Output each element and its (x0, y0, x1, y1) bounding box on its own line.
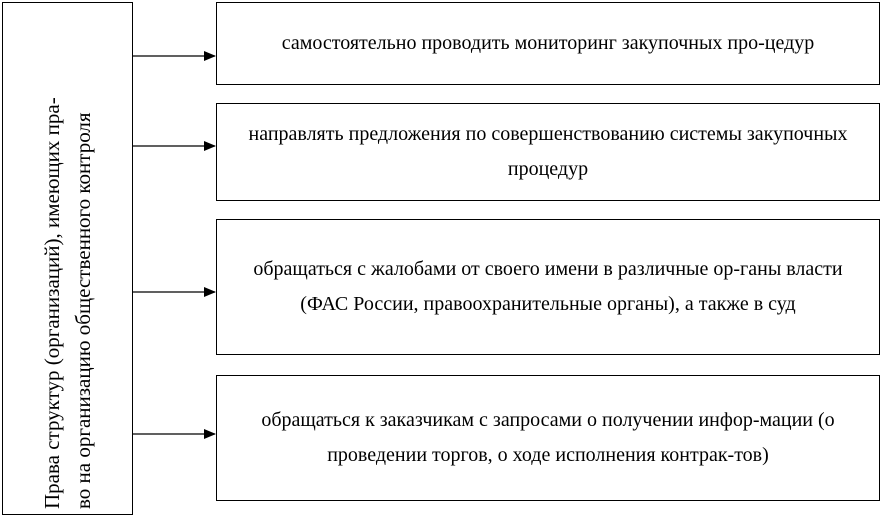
right-text-complaints: обращаться с жалобами от своего имени в различные ор-ганы власти (ФАС России, правоохранительные органы), а также в суд (253, 258, 843, 315)
right-box-proposals (216, 103, 880, 201)
right-text-monitoring: самостоятельно проводить мониторинг закупочных про-цедур (281, 32, 815, 54)
source-label-line-1: Права структур (организаций), имеющих пра- (39, 96, 64, 509)
right-text-proposals: направлять предложения по совершенствованию системы закупочных процедур (248, 123, 848, 180)
right-box-complaints (216, 219, 880, 355)
right-box-monitoring (216, 2, 880, 85)
right-text-requests: обращаться к заказчикам с запросами о получении инфор-мации (о проведении торгов, о ходе исполнения контрак-тов) (261, 409, 835, 466)
right-box-requests (216, 375, 880, 501)
source-label-line-2: во на организацию общественного контроля (70, 111, 95, 509)
